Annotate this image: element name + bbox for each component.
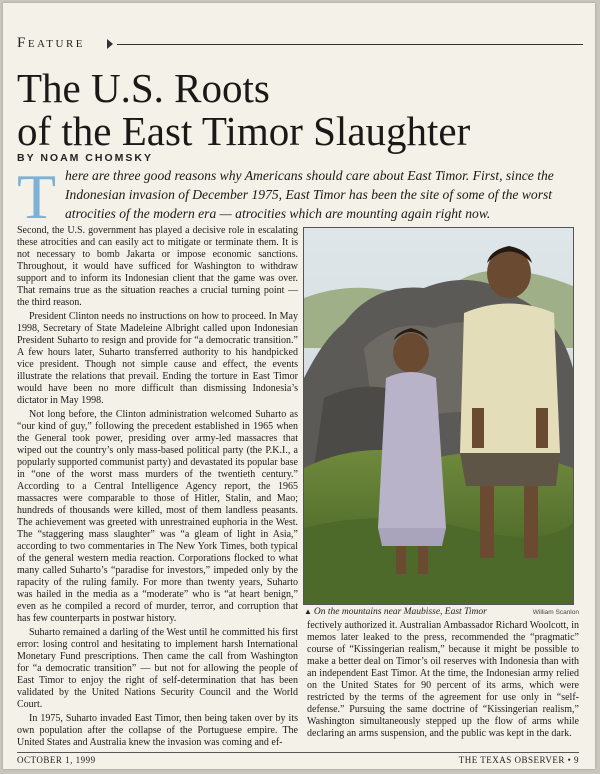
- body-column-left: [17, 225, 298, 751]
- body-paragraph: Suharto remained a darling of the West until he committed his first error: losing control and hesitating to implement harsh International Monetary Fund prescriptions. Then came the call from Washington for “a democratic transition” — but not for allowing the people of East Timor to enjoy the right of self-determination that has been validated by the United Nations Security Council and the World Court.: [17, 627, 298, 710]
- arrow-right-icon: [107, 39, 113, 49]
- section-header: [17, 35, 583, 53]
- photo-credit: William Scanlon: [532, 609, 579, 616]
- lede-paragraph: here are three good reasons why Americans should care about East Timor. First, since the Indonesian invasion of December 1975, East Timor has been the site of some of the worst atrocities of the modern era — atrocities which are mounting again right now.: [65, 168, 554, 221]
- section-label: Feature: [17, 35, 86, 51]
- body-column-right: [307, 620, 579, 740]
- triangle-up-icon: ▲: [304, 607, 312, 616]
- headline-line-2: of the East Timor Slaughter: [17, 108, 471, 154]
- body-paragraph: President Clinton needs no instructions on how to proceed. In May 1998, Secretary of State Madeleine Albright called upon Indonesian President Suharto to resign and provide for “a democratic transition.” A few hours later, Suharto transferred authority to his handpicked vice president. Though not simple cause and effect, the events illustrate the relations that prevail. Ending the torture in East Timor would have been no more difficult than dismissing Indonesia’s dictator in May 1998.: [17, 311, 298, 406]
- body-paragraph: Second, the U.S. government has played a decisive role in escalating these atrocities and can easily act to mitigate or terminate them. It is not necessary to bomb Jakarta or impose economic sanctions. Throughout, it would have sufficed for Washington to withdraw support and to inform its Indonesian client that the game was over. That remains true as the situation reaches a crucial turning point — the third reason.: [17, 225, 298, 308]
- body-paragraph: In 1975, Suharto invaded East Timor, then being taken over by its own population after the collapse of the Portuguese empire. The United States and Australia knew the invasion was coming and ef-: [17, 713, 298, 748]
- publication-page: THE TEXAS OBSERVER • 9: [458, 755, 579, 765]
- section-rule: [117, 44, 583, 45]
- drop-cap: T: [17, 161, 57, 232]
- page-footer: [17, 752, 579, 766]
- caption-text: On the mountains near Maubisse, East Timor: [313, 607, 487, 617]
- byline: BY NOAM CHOMSKY: [17, 152, 153, 164]
- issue-date: OCTOBER 1, 1999: [17, 755, 96, 765]
- article-photo: [303, 227, 574, 605]
- body-paragraph: Not long before, the Clinton administration welcomed Suharto as “our kind of guy,” following the precedent established in 1965 when the General took power, presiding over army-led massacres that wiped out the country’s only mass-based political party (the P.K.I., a popularly supported communist party) and devastated its popular base in “one of the worst mass murders of the twentieth century.” According to a Central Intelligence Agency report, the 1965 massacres were comparable to those of Hitler, Stalin, and Mao; hundreds of thousands were killed, most of them landless peasants. The achievement was greeted with unrestrained euphoria in the West. The “staggering mass slaughter” was “a gleam of light in Asia,” according to two commentaries in The New York Times, both typical of the general western media reaction. Corporations flocked to what many called Suharto’s “paradise for investors,” impeded only by the rapacity of the ruling family. For more than twenty years, Suharto was hailed in the media as a “moderate” who is “at heart benign,” even as he compiled a record of murder, terror, and corruption that has few counterparts in postwar history.: [17, 409, 298, 624]
- footer-rule: [17, 752, 579, 753]
- magazine-page: [3, 3, 595, 769]
- headline-line-1: The U.S. Roots: [17, 65, 270, 111]
- article-headline: [17, 67, 577, 153]
- photo-two-children-icon: [304, 228, 573, 604]
- body-paragraph: fectively authorized it. Australian Ambassador Richard Woolcott, in memos later leaked to the press, recommended the “pragmatic” course of “Kissingerian realism,” because it might be possible to make a better deal on Timor’s oil reserves with Indonesia than with an independent East Timor. At the time, the Indonesian army relied on the United States for 90 percent of its arms, which were restricted by the terms of the agreement for use only in “self-defense.” Pursuing the same doctrine of “Kissingerian realism,” Washington simultaneously stepped up the flow of arms while declaring an arms suspension, and the public was kept in the dark.: [307, 620, 579, 739]
